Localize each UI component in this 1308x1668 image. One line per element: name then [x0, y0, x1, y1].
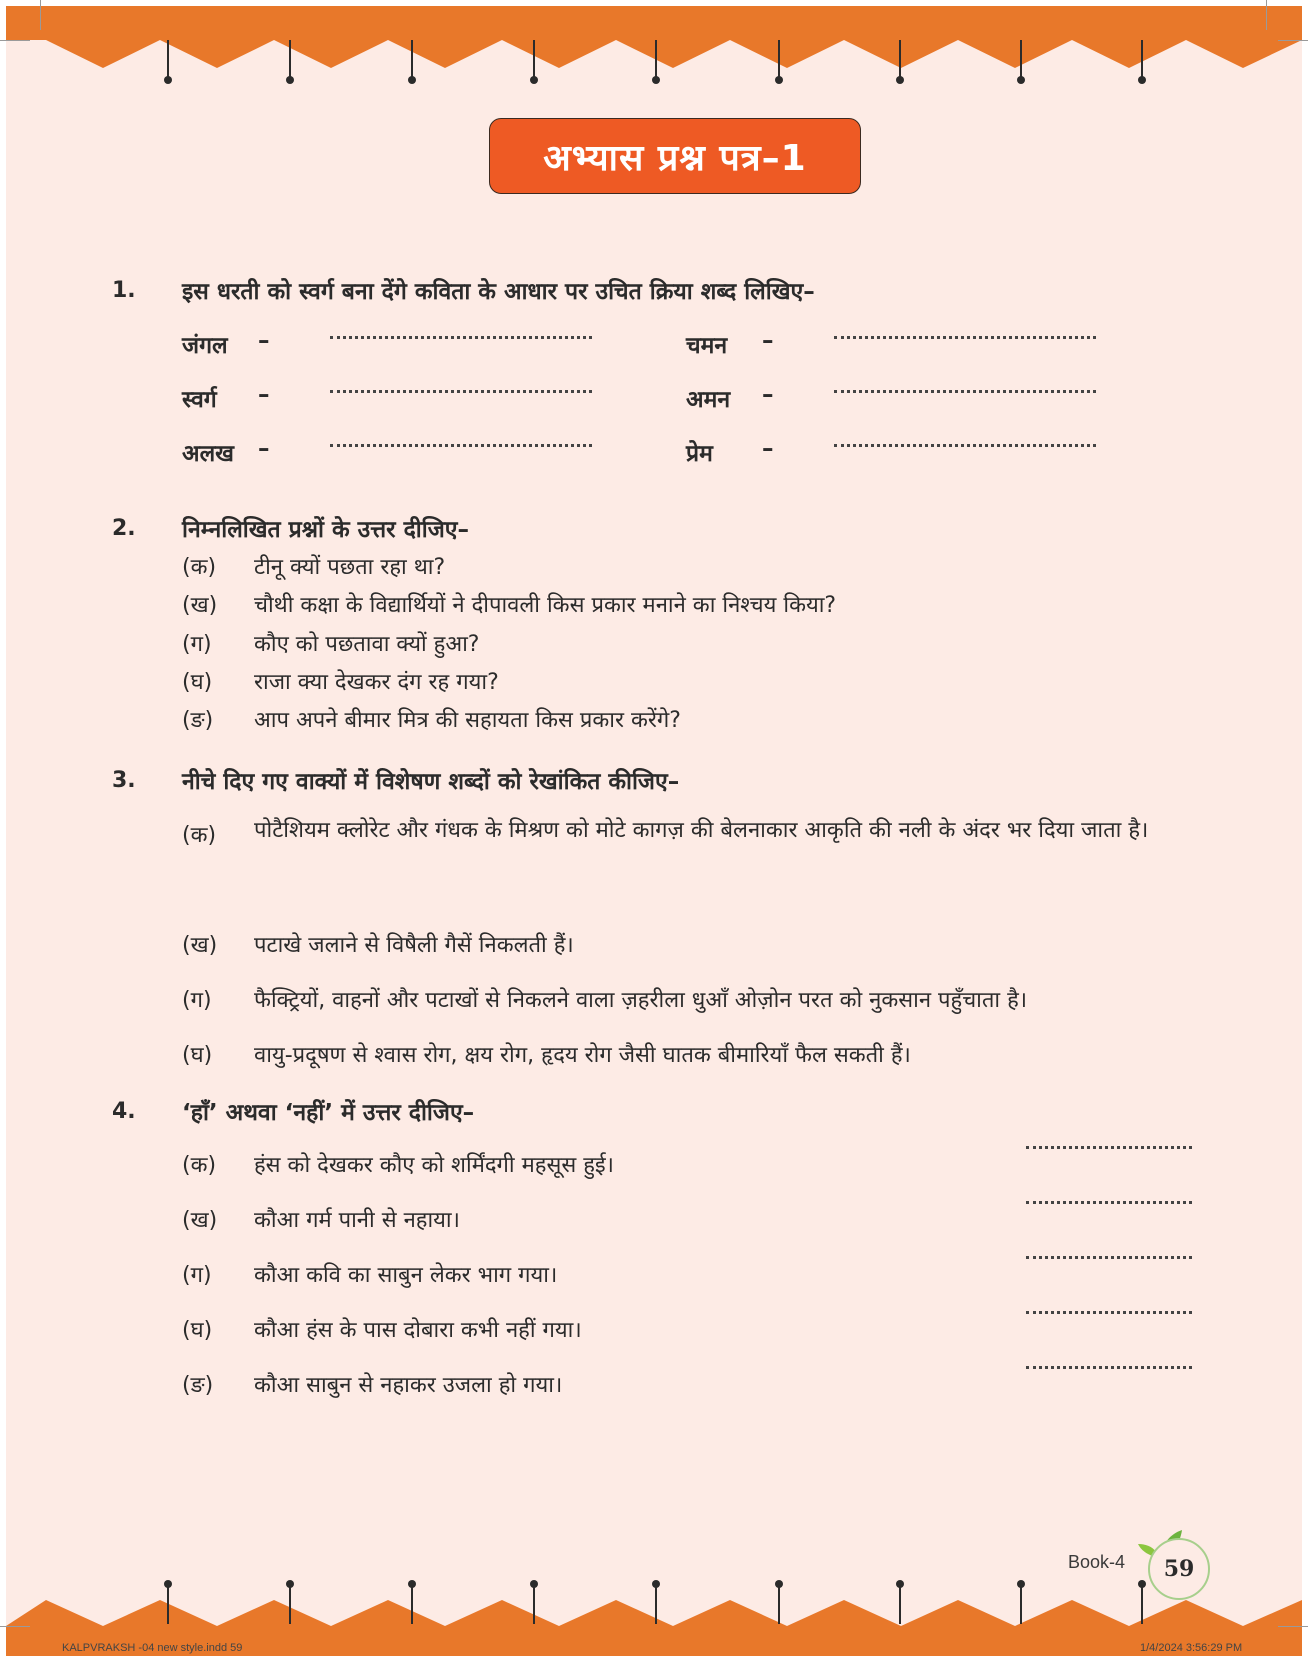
crop-mark [40, 0, 41, 30]
page-number: 59 [1163, 1556, 1195, 1582]
q3-item-text: वायु-प्रदूषण से श्वास रोग, क्षय रोग, हृदय रोग जैसी घातक बीमारियाँ फैल सकती हैं। [254, 1043, 911, 1068]
q1-dash-3: – [258, 436, 270, 462]
q3-number: 3. [112, 768, 136, 793]
crop-mark [0, 1626, 30, 1627]
crop-mark [0, 40, 30, 41]
q1-dash-2: – [258, 382, 270, 408]
q4-answer-line-5[interactable] [1026, 1366, 1192, 1369]
q1-word-2: स्वर्ग [182, 387, 217, 413]
q2-item-mark: (क) [182, 555, 217, 580]
q4-answer-line-2[interactable] [1026, 1201, 1192, 1204]
q2-heading: निम्नलिखित प्रश्नों के उत्तर दीजिए– [182, 517, 469, 543]
q1-answer-line-3[interactable] [330, 444, 592, 447]
book-label: Book-4 [1068, 1552, 1126, 1572]
q1-word-5: अमन [686, 387, 731, 413]
worksheet-title: अभ्यास प्रश्न पत्र–1 [543, 137, 807, 179]
q4-item-mark: (ख) [182, 1208, 218, 1233]
q4-answer-line-3[interactable] [1026, 1256, 1192, 1259]
q2-item-mark: (ग) [182, 632, 212, 657]
q3-item-mark: (ग) [182, 988, 212, 1013]
q4-answer-line-4[interactable] [1026, 1311, 1192, 1314]
q4-item-text: कौआ गर्म पानी से नहाया। [254, 1208, 460, 1233]
q3-item-mark: (घ) [182, 1043, 213, 1068]
crop-mark [1278, 1626, 1308, 1627]
q1-answer-line-1[interactable] [330, 336, 592, 339]
q4-item-mark: (घ) [182, 1318, 213, 1343]
q3-item-mark: (क) [182, 823, 217, 848]
q4-item-mark: (क) [182, 1153, 217, 1178]
q2-item-text: चौथी कक्षा के विद्यार्थियों ने दीपावली किस प्रकार मनाने का निश्चय किया? [254, 593, 837, 618]
print-slug-timestamp: 1/4/2024 3:56:29 PM [1140, 1642, 1243, 1654]
q2-number: 2. [112, 516, 136, 541]
q4-answer-line-1[interactable] [1026, 1146, 1192, 1149]
q2-item-text: टीनू क्यों पछता रहा था? [254, 555, 446, 580]
q3-item-text: पोटैशियम क्लोरेट और गंधक के मिश्रण को मोटे कागज़ की बेलनाकार आकृति की नली के अंदर भर दिया जाता है। [254, 818, 1149, 843]
q1-dash-5: – [762, 382, 774, 408]
q4-item-mark: (ङ) [182, 1373, 214, 1398]
q3-item-text: फैक्ट्रियों, वाहनों और पटाखों से निकलने वाला ज़हरीला धुआँ ओज़ोन परत को नुकसान पहुँचाता है। [254, 988, 1028, 1013]
q1-word-1: जंगल [182, 333, 228, 359]
q1-dash-1: – [258, 328, 270, 354]
q1-word-4: चमन [686, 333, 728, 359]
print-slug-file: KALPVRAKSH -04 new style.indd 59 [62, 1642, 243, 1654]
q1-number: 1. [112, 278, 136, 303]
q4-item-text: कौआ साबुन से नहाकर उजला हो गया। [254, 1373, 563, 1398]
q4-item-mark: (ग) [182, 1263, 212, 1288]
crop-mark [1278, 40, 1308, 41]
q1-answer-line-5[interactable] [834, 390, 1096, 393]
q2-item-text: कौए को पछतावा क्यों हुआ? [254, 632, 480, 657]
q1-answer-line-4[interactable] [834, 336, 1096, 339]
q4-number: 4. [112, 1099, 136, 1124]
q1-dash-4: – [762, 328, 774, 354]
q3-item-text: पटाखे जलाने से विषैली गैसें निकलती हैं। [254, 933, 574, 958]
top-zigzag-band [6, 6, 1302, 86]
q4-item-text: हंस को देखकर कौए को शर्मिंदगी महसूस हुई। [254, 1153, 615, 1178]
worksheet-page [6, 6, 1302, 1656]
q1-answer-line-6[interactable] [834, 444, 1096, 447]
q4-item-text: कौआ कवि का साबुन लेकर भाग गया। [254, 1263, 558, 1288]
q2-item-mark: (ङ) [182, 708, 214, 733]
q2-item-mark: (घ) [182, 670, 213, 695]
q2-item-text: राजा क्या देखकर दंग रह गया? [254, 670, 499, 695]
q2-item-text: आप अपने बीमार मित्र की सहायता किस प्रकार करेंगे? [254, 708, 681, 733]
q1-dash-6: – [762, 436, 774, 462]
q1-word-6: प्रेम [686, 441, 713, 467]
q1-word-3: अलख [182, 441, 234, 467]
q2-item-mark: (ख) [182, 593, 218, 618]
q4-item-text: कौआ हंस के पास दोबारा कभी नहीं गया। [254, 1318, 582, 1343]
crop-mark [1266, 0, 1267, 30]
q4-heading: ‘हाँ’ अथवा ‘नहीं’ में उत्तर दीजिए– [182, 1100, 475, 1126]
q3-heading: नीचे दिए गए वाक्यों में विशेषण शब्दों को रेखांकित कीजिए– [182, 769, 680, 795]
q3-item-mark: (ख) [182, 933, 218, 958]
q1-answer-line-2[interactable] [330, 390, 592, 393]
worksheet-title-box [489, 118, 861, 194]
q1-heading: इस धरती को स्वर्ग बना देंगे कविता के आधार पर उचित क्रिया शब्द लिखिए– [182, 279, 815, 305]
